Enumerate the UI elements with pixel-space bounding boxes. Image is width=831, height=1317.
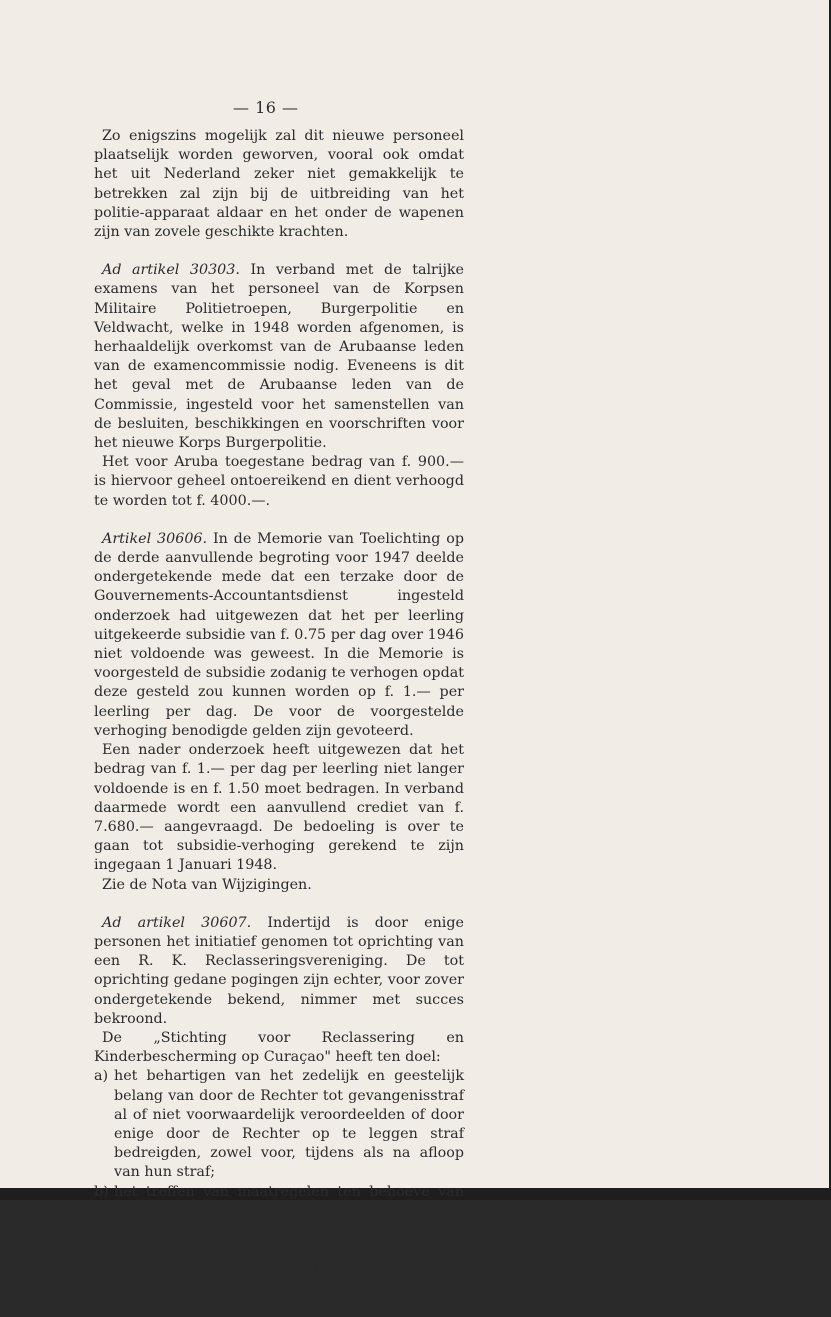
- list-letter-b: b): [94, 1183, 109, 1200]
- list-letter-a: a): [94, 1068, 109, 1085]
- section-30606-followup: Een nader onderzoek heeft uitgewezen dat het bedrag van f. 1.— per dag per leerling niet langer voldoende is en f. 1.50 moet bedragen. In verband daarmede wordt een aanvullend crediet van f. 7.680.— aangevraagd. De bedoeling is over te gaan tot subsidie-verhoging gerekend te zijn ingegaan 1 Januari 1948.: [94, 742, 464, 874]
- article-ref-30606: Artikel 30606.: [102, 530, 208, 547]
- list-item-b: [94, 1183, 464, 1241]
- article-ref-30303: Ad artikel 30303.: [102, 262, 240, 279]
- article-ref-30607: Ad artikel 30607.: [102, 914, 252, 931]
- section-30303: [94, 261, 464, 453]
- expenses-line: De uitgaven bedroegen f. 1916.94.: [102, 1260, 354, 1277]
- income-line: De inkomsten bedroegen f. 1500.—.: [102, 1241, 363, 1258]
- section-30606-text: In de Memorie van Toelichting op de derde aanvullende begroting voor 1947 deelde ondergetekende mede dat een terzake door de Gouvernements-Accountantsdienst ingesteld onderzoek had uitgewezen dat het per leerling uitgekeerde subsidie van f. 0.75 per dag over 1946 niet voldoende was geweest. In die Memorie is voorgesteld de subsidie zodanig te verhogen opdat deze gesteld zou kunnen worden op f. 1.— per leerling per dag. De voor de voorgestelde verhoging benodigde gelden zijn gevoteerd.: [94, 530, 465, 739]
- closing-line: Voor de voortzetting en aanstelling ambtenaar voor: [102, 1279, 464, 1315]
- paragraph-intro: Zo enigszins mogelijk zal dit nieuwe personeel plaatselijk worden geworven, vooral ook omdat het uit Nederland zeker niet gemakkelijk te betrekken zal zijn bij de uitbreiding van het politie-apparaat aldaar en het onder de wapenen zijn van zovele geschikte krachten.: [94, 128, 464, 241]
- page-number: — 16 —: [233, 98, 299, 117]
- section-30606: [94, 530, 464, 741]
- section-30303-text: In verband met de talrijke examens van het personeel van de Korpsen Militaire Politietroepen, Burgerpolitie en Veldwacht, welke in 1948 worden afgenomen, is herhaaldelijk overkomst van de Arubaanse leden van de examencommissie nodig. Eveneens is dit het geval met de Arubaanse leden van de Commissie, ingesteld voor het samenstellen van de besluiten, beschikkingen en voorschriften voor het nieuwe Korps Burgerpolitie.: [94, 262, 465, 452]
- section-30607: [94, 914, 464, 1029]
- section-30606-note: Zie de Nota van Wijzigingen.: [102, 876, 312, 893]
- section-30607-foundation: De „Stichting voor Reclassering en Kinderbescherming op Curaçao" heeft ten doel:: [94, 1029, 464, 1066]
- document-body: [94, 127, 464, 1317]
- list-text-b: het treffen van maatregelen ten behoeve van minderjarigen, die met zedelijke en/of lichamelijke ondergang worden bedreigd.: [114, 1183, 464, 1238]
- list-item-a: [94, 1067, 464, 1182]
- section-30303-amount: Het voor Aruba toegestane bedrag van f. 900.— is hiervoor geheel ontoereikend en dient verhoogd te worden tot f. 4000.—.: [94, 454, 464, 509]
- section-30607-text: Indertijd is door enige personen het initiatief genomen tot oprichting van een R. K. Reclasseringsvereniging. De tot oprichting gedane pogingen zijn echter, voor zover ondergetekende bekend, nimmer met succes bekroond.: [94, 914, 464, 1027]
- list-text-a: het behartigen van het zedelijk en geestelijk belang van door de Rechter tot gevangenisstraf al of niet voorwaardelijk veroordeelden of door enige door de Rechter op te leggen straf bedreigden, zowel voor, tijdens als na afloop van hun straf;: [114, 1068, 464, 1181]
